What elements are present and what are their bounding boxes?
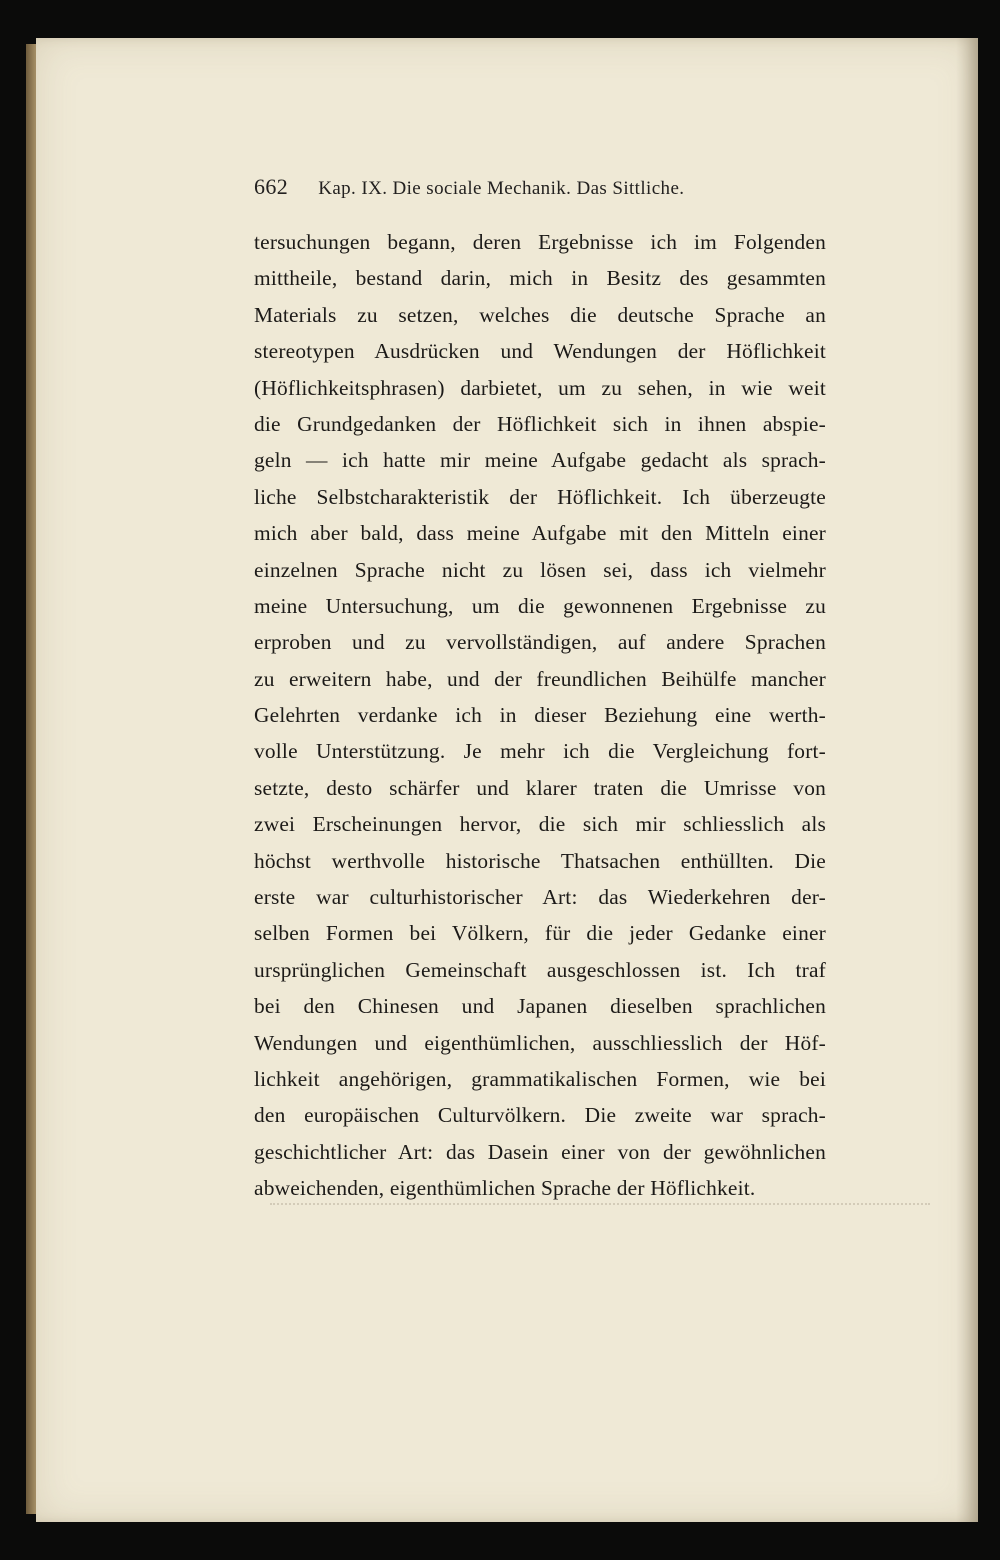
text-line: tersuchungen begann, deren Ergebnisse ich im Folgenden — [254, 230, 826, 254]
text-line: geln — ich hatte mir meine Aufgabe gedacht als sprach- — [254, 448, 826, 473]
text-line: mittheile, bestand darin, mich in Besitz des gesammten — [254, 266, 826, 291]
text-line: mich aber bald, dass meine Aufgabe mit den Mitteln einer — [254, 521, 826, 546]
text-line: abweichenden, eigenthümlichen Sprache der Höflichkeit. — [254, 1176, 756, 1201]
text-line: Wendungen und eigenthümlichen, ausschliesslich der Höf- — [254, 1030, 826, 1055]
running-header — [254, 174, 794, 200]
text-line: Gelehrten verdanke ich in dieser Beziehung eine werth- — [254, 703, 826, 728]
text-line: ursprünglichen Gemeinschaft ausgeschlossen ist. Ich traf — [254, 957, 826, 982]
running-title: Kap. IX. Die sociale Mechanik. Das Sittliche. — [318, 178, 685, 199]
text-line: meine Untersuchung, um die gewonnenen Ergebnisse zu — [254, 593, 826, 618]
text-line: (Höflichkeitsphrasen) darbietet, um zu sehen, in wie weit — [254, 375, 826, 400]
text-line: Materials zu setzen, welches die deutsche Sprache an — [254, 302, 826, 327]
text-line: geschichtlicher Art: das Dasein einer von der gewöhnlichen — [254, 1139, 826, 1164]
text-line: erste war culturhistorischer Art: das Wiederkehren der- — [254, 885, 826, 910]
text-line: erproben und zu vervollständigen, auf andere Sprachen — [254, 630, 826, 655]
text-line: zu erweitern habe, und der freundlichen Beihülfe mancher — [254, 666, 826, 691]
text-line: selben Formen bei Völkern, für die jeder Gedanke einer — [254, 921, 826, 946]
text-line: einzelnen Sprache nicht zu lösen sei, dass ich vielmehr — [254, 557, 826, 582]
text-line: zwei Erscheinungen hervor, die sich mir schliesslich als — [254, 812, 826, 837]
page-edge-shadow — [956, 38, 978, 1522]
text-line: die Grundgedanken der Höflichkeit sich in ihnen abspie- — [254, 411, 826, 436]
text-line: den europäischen Culturvölkern. Die zweite war sprach- — [254, 1103, 826, 1128]
text-line: stereotypen Ausdrücken und Wendungen der Höflichkeit — [254, 339, 826, 364]
text-line: liche Selbstcharakteristik der Höflichkeit. Ich überzeugte — [254, 484, 826, 509]
text-line: volle Unterstützung. Je mehr ich die Vergleichung fort- — [254, 739, 826, 764]
text-line: lichkeit angehörigen, grammatikalischen Formen, wie bei — [254, 1066, 826, 1091]
page-number: 662 — [254, 174, 289, 199]
text-line: bei den Chinesen und Japanen dieselben sprachlichen — [254, 994, 826, 1019]
show-through-dotted-line — [270, 1203, 930, 1205]
text-line: setzte, desto schärfer und klarer traten die Umrisse von — [254, 775, 826, 800]
text-line: höchst werthvolle historische Thatsachen enthüllten. Die — [254, 848, 826, 873]
body-paragraph — [254, 224, 826, 1207]
